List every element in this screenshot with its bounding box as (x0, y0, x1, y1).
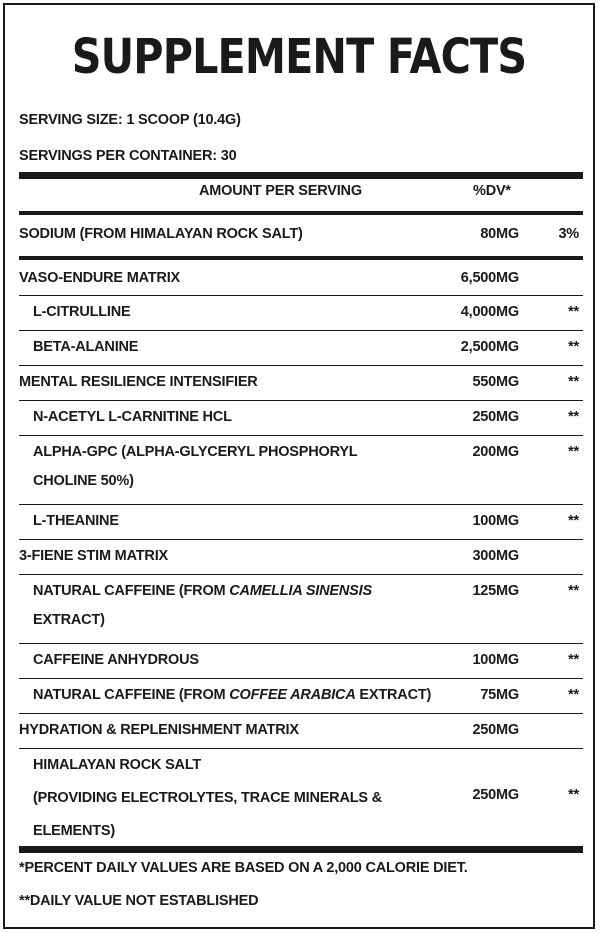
table-row (19, 678, 583, 713)
row-dv: ** (568, 687, 579, 703)
row-amount: 80MG (480, 226, 519, 242)
table-row (19, 256, 583, 295)
serving-size: SERVING SIZE: 1 SCOOP (10.4G) (19, 112, 241, 128)
row-dv: ** (568, 339, 579, 355)
row-amount: 250MG (472, 722, 519, 738)
row-name-italic: COFFEE ARABICA (229, 687, 356, 703)
row-name-italic: CAMELLIA SINENSIS (229, 583, 372, 599)
row-dv: ** (568, 583, 579, 599)
row-name-pre: NATURAL CAFFEINE (FROM (33, 687, 230, 703)
table-row (19, 330, 583, 365)
row-dv: ** (568, 513, 579, 529)
row-name (19, 679, 453, 711)
row-amount: 75MG (480, 687, 519, 703)
row-amount: 4,000MG (460, 304, 519, 320)
table-row (19, 539, 583, 574)
table-row (19, 365, 583, 400)
table-row (19, 574, 583, 643)
row-amount: 6,500MG (460, 270, 519, 286)
row-amount: 250MG (472, 409, 519, 425)
row-dv: ** (568, 304, 579, 320)
servings-per-container: SERVINGS PER CONTAINER: 30 (19, 148, 237, 164)
row-dv: ** (568, 409, 579, 425)
footnote-not-established: **DAILY VALUE NOT ESTABLISHED (19, 893, 259, 909)
top-thick-rule (19, 172, 583, 179)
row-name: HYDRATION & REPLENISHMENT MATRIX (19, 722, 299, 738)
row-name: L-THEANINE (33, 513, 119, 529)
table-row (19, 215, 583, 256)
panel-title: SUPPLEMENT FACTS (71, 29, 527, 85)
row-name (19, 575, 373, 641)
row-dv: 3% (558, 226, 579, 242)
row-name: SODIUM (FROM HIMALAYAN ROCK SALT) (19, 226, 303, 242)
table-row (19, 400, 583, 435)
row-dv: ** (568, 374, 579, 390)
header-amount: AMOUNT PER SERVING (199, 183, 362, 199)
footnote-percent: *PERCENT DAILY VALUES ARE BASED ON A 2,000 CALORIE DIET. (19, 860, 468, 876)
row-name-pre: NATURAL CAFFEINE (FROM (33, 583, 230, 599)
row-name-line1: HIMALAYAN ROCK SALT (33, 757, 202, 773)
row-name-post: EXTRACT) (33, 612, 105, 628)
row-amount: 300MG (472, 548, 519, 564)
row-name: MENTAL RESILIENCE INTENSIFIER (19, 374, 258, 390)
row-dv: ** (568, 652, 579, 668)
row-name (19, 749, 403, 854)
row-name-post: EXTRACT) (355, 687, 432, 703)
bottom-thick-rule (19, 846, 583, 853)
row-dv: ** (568, 787, 579, 803)
row-amount: 100MG (472, 652, 519, 668)
table-row (19, 435, 583, 504)
row-name: BETA-ALANINE (33, 339, 139, 355)
row-amount: 2,500MG (460, 339, 519, 355)
row-amount: 550MG (472, 374, 519, 390)
row-name: L-CITRULLINE (33, 304, 131, 320)
row-name-line2: (PROVIDING ELECTROLYTES, TRACE MINERALS & ELEMENTS) (33, 790, 382, 839)
nutrient-table (19, 215, 583, 849)
table-row (19, 713, 583, 748)
row-name: ALPHA-GPC (ALPHA-GLYCERYL PHOSPHORYL CHOLINE 50%) (33, 444, 358, 489)
row-amount: 125MG (472, 583, 519, 599)
table-row (19, 748, 583, 849)
row-amount: 200MG (472, 444, 519, 460)
header-dv: %DV* (473, 183, 511, 199)
row-name: VASO-ENDURE MATRIX (19, 270, 181, 286)
supplement-facts-panel (3, 3, 595, 929)
row-amount: 100MG (472, 513, 519, 529)
table-row (19, 504, 583, 539)
row-name: 3-FIENE STIM MATRIX (19, 548, 168, 564)
row-name: CAFFEINE ANHYDROUS (33, 652, 199, 668)
row-amount: 250MG (472, 787, 519, 803)
table-row (19, 295, 583, 330)
row-dv: ** (568, 444, 579, 460)
table-row (19, 643, 583, 678)
row-name: N-ACETYL L-CARNITINE HCL (33, 409, 232, 425)
